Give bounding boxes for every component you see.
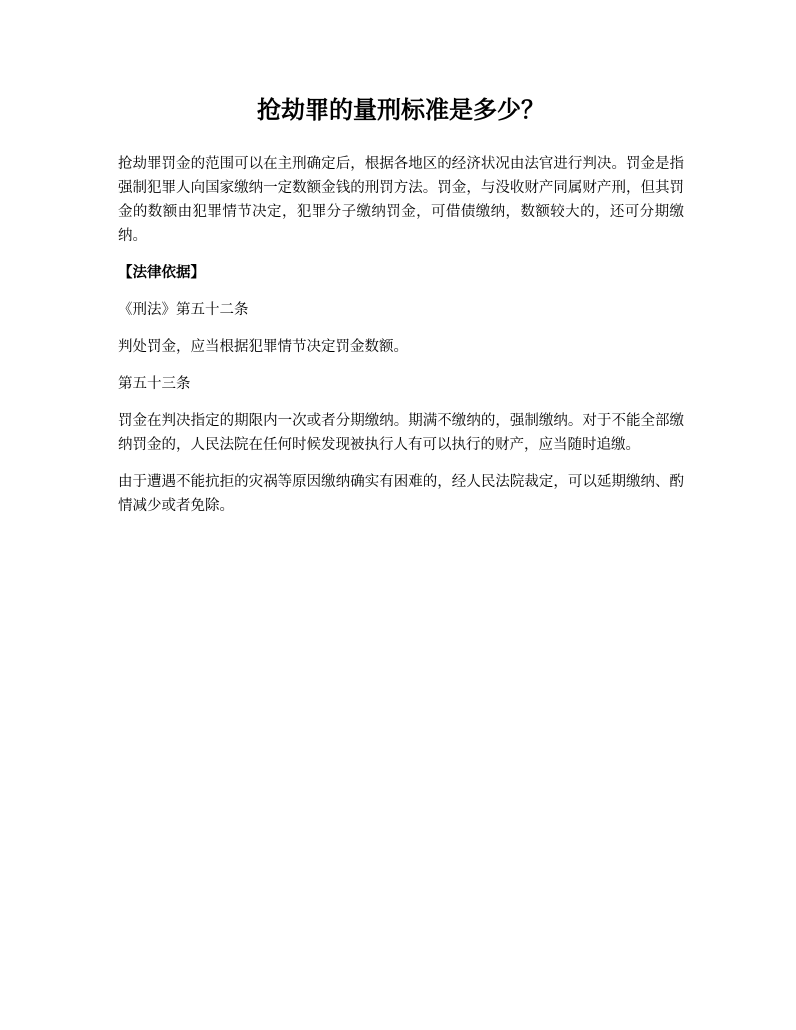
article-53-title: 第五十三条 bbox=[118, 376, 191, 392]
document-page bbox=[118, 92, 684, 531]
article-52-text: 判处罚金，应当根据犯罪情节决定罚金数额。 bbox=[118, 339, 408, 355]
intro-paragraph: 抢劫罪罚金的范围可以在主刑确定后，根据各地区的经济状况由法官进行判决。罚金是指强制犯罪人向国家缴纳一定数额金钱的刑罚方法。罚金，与没收财产同属财产刑，但其罚金的数额由犯罪情节决定，犯罪分子缴纳罚金，可借债缴纳，数额较大的，还可分期缴纳。 bbox=[118, 156, 684, 244]
article-53-text-1: 罚金在判决指定的期限内一次或者分期缴纳。期满不缴纳的，强制缴纳。对于不能全部缴纳罚金的，人民法院在任何时候发现被执行人有可以执行的财产，应当随时追缴。 bbox=[118, 413, 684, 453]
page-title: 抢劫罪的量刑标准是多少？ bbox=[257, 96, 545, 124]
article-52-title: 《刑法》第五十二条 bbox=[118, 302, 249, 318]
article-53-text-2: 由于遭遇不能抗拒的灾祸等原因缴纳确实有困难的，经人民法院裁定，可以延期缴纳、酌情减少或者免除。 bbox=[118, 474, 684, 514]
legal-basis-heading: 【法律依据】 bbox=[118, 265, 205, 281]
